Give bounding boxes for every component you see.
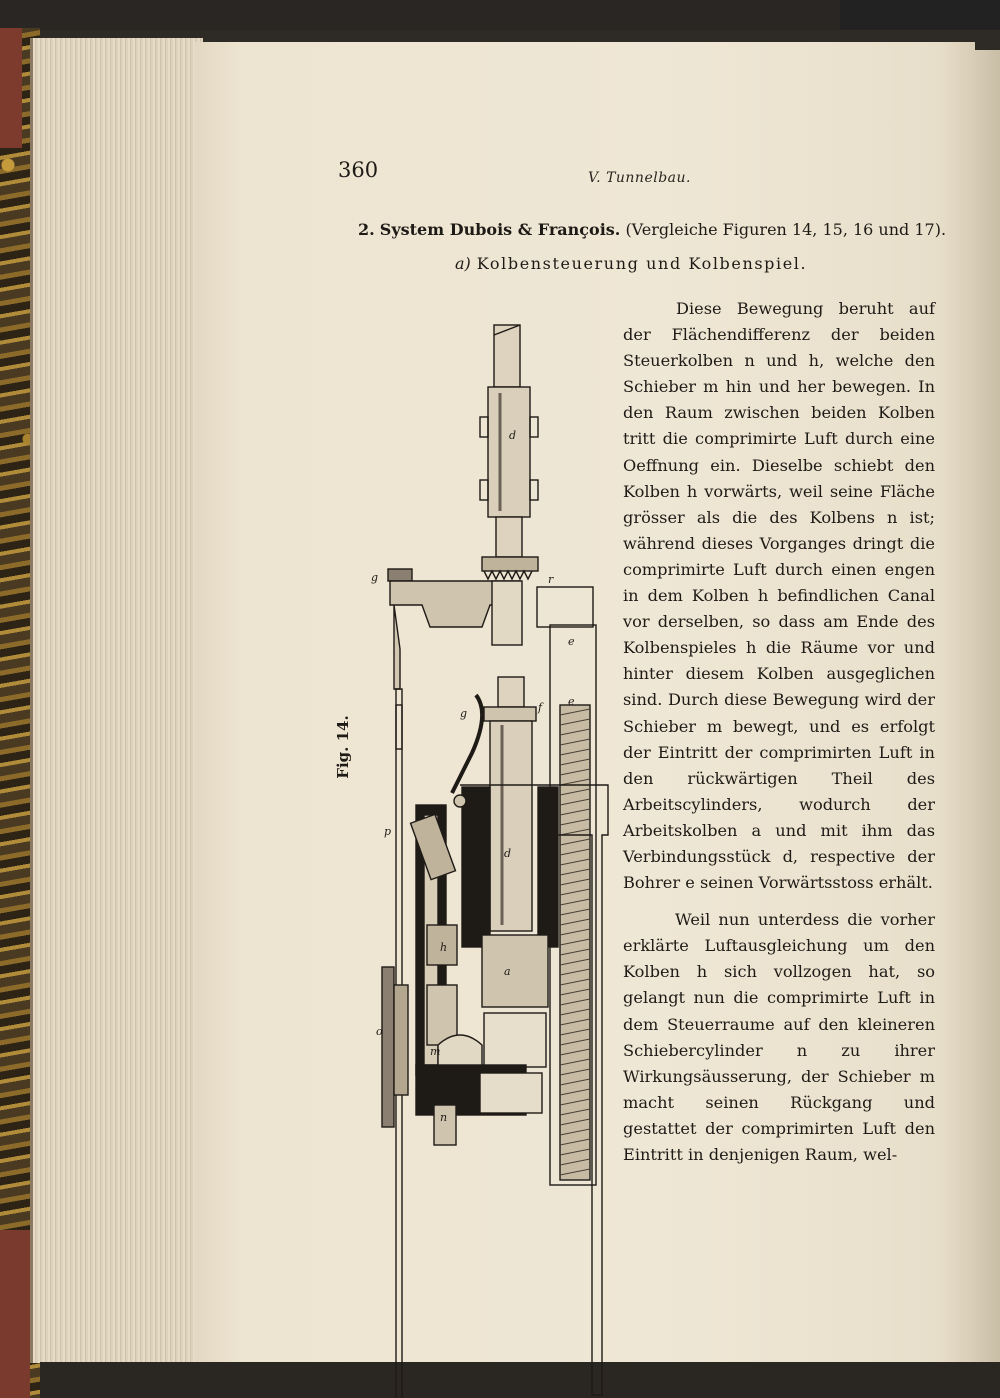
subsection-letter: a) [455, 254, 471, 273]
figure-drill-cross-section [372, 325, 612, 1195]
running-head: V. Tunnelbau. [588, 170, 691, 186]
section-name: System Dubois & François. [379, 220, 621, 239]
svg-text:g: g [371, 571, 379, 584]
svg-text:r: r [548, 573, 554, 586]
subsection-title: Kolbensteuerung und Kolbenspiel. [476, 254, 808, 273]
svg-text:o: o [376, 1025, 383, 1038]
page-number: 360 [338, 158, 379, 182]
section-reference: (Vergleiche Figuren 14, 15, 16 und 17). [625, 220, 947, 239]
svg-text:p: p [384, 825, 392, 838]
cover-corner [0, 28, 22, 148]
svg-text:n: n [440, 1111, 448, 1124]
figure-label-text: Fig. 14. [334, 715, 352, 779]
svg-text:e: e [568, 635, 575, 648]
section-number: 2. [358, 220, 375, 239]
top-strip [0, 0, 1000, 30]
svg-text:g: g [460, 707, 468, 720]
section-title [358, 220, 947, 239]
svg-text:m: m [430, 1045, 441, 1058]
svg-text:d: d [504, 847, 512, 860]
body-text [623, 296, 935, 1168]
page-edges [30, 38, 203, 1363]
scan-bottom [40, 1362, 1000, 1398]
figure-label [331, 715, 355, 779]
svg-text:f: f [538, 701, 543, 714]
svg-text:h: h [440, 941, 448, 954]
svg-text:e: e [568, 695, 575, 708]
svg-text:d: d [509, 429, 517, 442]
paragraph: Diese Bewegung beruht auf der Flächendifferenz der beiden Steuerkolben n und h, welche den Schieber m hin und her bewegen. In den Raum zwischen beiden Kolben tritt die comprimirte Luft durch eine Oeffnung ein. Dieselbe schiebt den Kolben h vorwärts, weil seine Fläche grösser als die des Kolbens n ist; während dieses Vorganges dringt die comprimirte Luft durch einen engen in dem Kolben h befindlichen Canal vor derselben, so dass am Ende des Kolbenspieles h die Räume vor und hinter diesem Kolben ausgeglichen sind. Durch diese Bewegung wird der Schieber m bewegt, und es erfolgt der Eintritt der comprimirten Luft in den rückwärtigen Theil des Arbeitscylinders, wodurch der Arbeitskolben a und mit ihm das Verbindungsstück d, respective der Bohrer e seinen Vorwärtsstoss erhält. [623, 299, 935, 893]
paragraph: Weil nun unterdess die vorher erklärte Luftausgleichung um den Kolben h sich vollzogen hat, so gelangt nun die comprimirte Luft in dem Steuerraume auf den kleineren Schiebercylinder n zu ihrer Wirkungsäusserung, der Schieber m macht seinen Rückgang und gestattet der comprimirten Luft den Eintritt in denjenigen Raum, wel- [623, 910, 935, 1164]
svg-text:a: a [504, 965, 511, 978]
subsection-heading [455, 254, 807, 273]
cover-corner [0, 1230, 30, 1398]
